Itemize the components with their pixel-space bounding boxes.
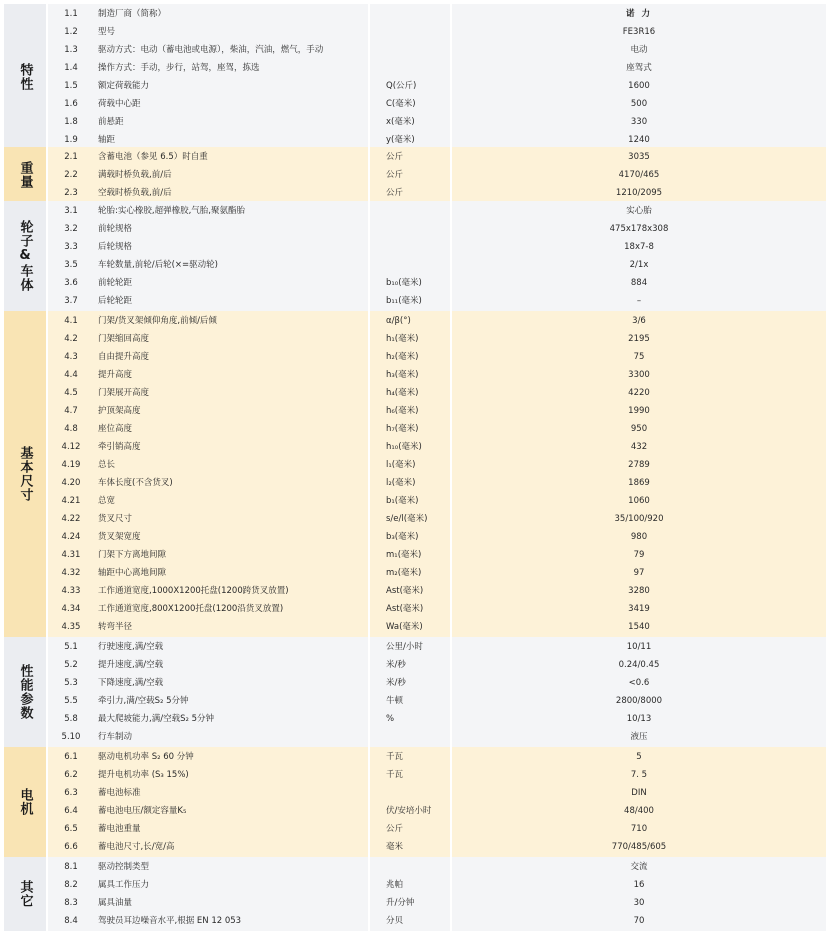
spec-row [0, 292, 830, 310]
row-unit: m₂(毫米) [386, 568, 422, 578]
row-description: 门架展开高度 [98, 388, 150, 398]
row-value: 3419 [628, 604, 650, 614]
spec-row [0, 838, 830, 856]
row-number: 4.7 [64, 406, 78, 416]
row-unit: 伏/安培小时 [386, 806, 432, 816]
row-value: 10/13 [626, 714, 652, 724]
spec-row [0, 402, 830, 420]
row-unit: m₁(毫米) [386, 550, 422, 560]
spec-row [0, 348, 830, 366]
row-unit [386, 220, 450, 238]
spec-row [0, 274, 830, 292]
spec-row [0, 582, 830, 600]
row-description: 门架下方离地间隙 [98, 550, 167, 560]
row-value: <0.6 [628, 678, 650, 688]
spec-section [0, 637, 830, 747]
row-unit: h₂(毫米) [386, 352, 419, 362]
spec-row [0, 184, 830, 202]
spec-row [0, 456, 830, 474]
spec-row [0, 492, 830, 510]
row-description: 提升高度 [98, 370, 133, 380]
row-unit: Wa(毫米) [386, 622, 423, 632]
row-number: 4.3 [64, 352, 78, 362]
spec-row [0, 528, 830, 546]
row-value: 48/400 [624, 806, 654, 816]
row-description: 护顶架高度 [98, 406, 141, 416]
row-description: 满载时桥负载,前/后 [98, 170, 172, 180]
row-number: 5.2 [64, 660, 78, 670]
row-unit: α/β(°) [386, 316, 411, 326]
row-value: 7. 5 [630, 770, 648, 780]
row-description: 型号 [98, 27, 116, 37]
row-unit [386, 59, 450, 77]
spec-row [0, 802, 830, 820]
row-unit: l₂(毫米) [386, 478, 416, 488]
row-description: 门架缩回高度 [98, 334, 150, 344]
row-value: 770/485/605 [611, 842, 667, 852]
row-description: 轴距中心离地间隙 [98, 568, 167, 578]
row-number: 1.3 [64, 45, 78, 55]
row-unit [386, 728, 450, 746]
row-number: 3.7 [64, 296, 78, 306]
spec-row [0, 330, 830, 348]
row-value: 3300 [628, 370, 650, 380]
row-description: 货叉尺寸 [98, 514, 133, 524]
row-number: 3.2 [64, 224, 78, 234]
row-description: 驱动方式：电动（蓄电池或电源），柴油，汽油，燃气，手动 [98, 45, 324, 55]
row-number: 5.1 [64, 642, 78, 652]
spec-row [0, 710, 830, 728]
spec-row [0, 876, 830, 894]
row-number: 3.3 [64, 242, 78, 252]
spec-row [0, 438, 830, 456]
row-value: 10/11 [626, 642, 652, 652]
row-unit [386, 784, 450, 802]
spec-row [0, 474, 830, 492]
row-number: 4.4 [64, 370, 78, 380]
row-unit: l₁(毫米) [386, 460, 416, 470]
row-value: 330 [630, 117, 648, 127]
row-description: 货叉架宽度 [98, 532, 141, 542]
spec-row [0, 23, 830, 41]
row-value: 液压 [630, 732, 648, 742]
row-value: 0.24/0.45 [618, 660, 660, 670]
spec-row [0, 166, 830, 184]
row-unit: h₇(毫米) [386, 424, 419, 434]
row-value: 实心胎 [626, 206, 652, 216]
row-number: 4.5 [64, 388, 78, 398]
section-title: 特性 [17, 63, 33, 91]
row-description: 车体长度(不含货叉) [98, 478, 173, 488]
spec-row [0, 656, 830, 674]
row-number: 6.3 [64, 788, 78, 798]
row-description: 前轮规格 [98, 224, 133, 234]
row-number: 5.10 [61, 732, 81, 742]
row-value: 500 [630, 99, 648, 109]
row-number: 4.24 [61, 532, 81, 542]
row-number: 1.9 [64, 135, 78, 145]
row-unit: 公斤 [386, 824, 404, 834]
spec-section [0, 747, 830, 857]
row-value: 2800/8000 [615, 696, 663, 706]
row-unit [386, 23, 450, 41]
section-title: 其它 [17, 880, 33, 908]
row-unit [386, 238, 450, 256]
row-description: 车轮数量,前轮/后轮(×=驱动轮) [98, 260, 218, 270]
row-description: 驱动控制类型 [98, 862, 150, 872]
row-description: 属具工作压力 [98, 880, 150, 890]
row-unit: 千瓦 [386, 770, 404, 780]
spec-row [0, 366, 830, 384]
row-unit: 公斤 [386, 170, 404, 180]
row-description: 牵引销高度 [98, 442, 141, 452]
row-number: 8.2 [64, 880, 78, 890]
row-value: 2789 [628, 460, 650, 470]
section-title: 基本尺寸 [17, 446, 33, 502]
row-value: 3035 [628, 152, 650, 162]
row-description: 最大爬坡能力,满/空载S₂ 5分钟 [98, 714, 214, 724]
row-number: 1.6 [64, 99, 78, 109]
row-number: 5.3 [64, 678, 78, 688]
row-description: 行驶速度,满/空载 [98, 642, 164, 652]
row-value: 75 [633, 352, 645, 362]
row-unit: b₁(毫米) [386, 496, 419, 506]
row-number: 8.4 [64, 916, 78, 926]
spec-row [0, 748, 830, 766]
spec-row [0, 312, 830, 330]
row-unit [386, 5, 450, 23]
row-unit: 升/分钟 [386, 898, 415, 908]
row-unit: h₁(毫米) [386, 334, 419, 344]
row-unit: b₁₀(毫米) [386, 278, 422, 288]
row-description: 额定荷载能力 [98, 81, 150, 91]
row-value: FE3R16 [622, 27, 656, 37]
row-number: 1.2 [64, 27, 78, 37]
row-unit: 米/秒 [386, 660, 406, 670]
spec-section [0, 201, 830, 311]
row-value: 1869 [628, 478, 650, 488]
row-description: 轮胎:实心橡胶,超弹橡胶,气胎,聚氨酯胎 [98, 206, 245, 216]
row-number: 6.1 [64, 752, 78, 762]
row-value: 4220 [628, 388, 650, 398]
spec-row [0, 113, 830, 131]
spec-row [0, 784, 830, 802]
row-unit: 公里/小时 [386, 642, 423, 652]
row-number: 4.31 [61, 550, 81, 560]
row-description: 驱动电机功率 S₂ 60 分钟 [98, 752, 194, 762]
row-number: 1.4 [64, 63, 78, 73]
spec-row [0, 77, 830, 95]
row-unit: h₃(毫米) [386, 370, 419, 380]
row-description: 工作通道宽度,1000X1200托盘(1200跨货叉放置) [98, 586, 289, 596]
spec-row [0, 238, 830, 256]
spec-row [0, 95, 830, 113]
row-unit: 兆帕 [386, 880, 404, 890]
row-value: 475x178x308 [609, 224, 669, 234]
spec-row [0, 420, 830, 438]
spec-section [0, 147, 830, 203]
row-unit: Q(公斤) [386, 81, 417, 91]
spec-section [0, 4, 830, 150]
row-unit: 牛顿 [386, 696, 404, 706]
row-description: 含蓄电池（参见 6.5）时自重 [98, 152, 208, 162]
spec-row [0, 692, 830, 710]
spec-row [0, 766, 830, 784]
spec-section [0, 311, 830, 637]
spec-row [0, 202, 830, 220]
row-unit: 米/秒 [386, 678, 406, 688]
spec-row [0, 858, 830, 876]
spec-row [0, 912, 830, 930]
row-unit: 分贝 [386, 916, 404, 926]
row-value: – [636, 296, 642, 306]
row-description: 总宽 [98, 496, 116, 506]
spec-section [0, 857, 830, 931]
row-unit [386, 256, 450, 274]
row-number: 4.20 [61, 478, 81, 488]
row-number: 8.3 [64, 898, 78, 908]
row-number: 6.5 [64, 824, 78, 834]
row-value: 1540 [628, 622, 650, 632]
spec-row [0, 600, 830, 618]
row-number: 2.2 [64, 170, 78, 180]
row-value: DIN [631, 788, 647, 798]
row-description: 提升电机功率 (S₃ 15%) [98, 770, 189, 780]
row-value: 30 [633, 898, 645, 908]
row-value: 4170/465 [618, 170, 660, 180]
row-description: 座位高度 [98, 424, 133, 434]
row-description: 空载时桥负载,前/后 [98, 188, 172, 198]
row-unit: h₁₀(毫米) [386, 442, 422, 452]
row-value: 70 [633, 916, 645, 926]
row-value: 950 [630, 424, 648, 434]
row-number: 2.1 [64, 152, 78, 162]
spec-row [0, 728, 830, 746]
row-value: 97 [633, 568, 645, 578]
row-unit [386, 41, 450, 59]
row-unit [386, 202, 450, 220]
row-number: 1.5 [64, 81, 78, 91]
row-value: 16 [633, 880, 645, 890]
row-number: 3.6 [64, 278, 78, 288]
row-number: 6.2 [64, 770, 78, 780]
spec-row [0, 674, 830, 692]
row-number: 6.4 [64, 806, 78, 816]
row-number: 4.34 [61, 604, 81, 614]
row-unit: s/e/l(毫米) [386, 514, 428, 524]
row-number: 4.1 [64, 316, 78, 326]
row-description: 牵引力,满/空载S₂ 5分钟 [98, 696, 189, 706]
row-unit: Ast(毫米) [386, 586, 424, 596]
row-number: 3.1 [64, 206, 78, 216]
spec-row [0, 256, 830, 274]
spec-row [0, 894, 830, 912]
row-number: 4.32 [61, 568, 81, 578]
row-unit: h₆(毫米) [386, 406, 419, 416]
row-unit: C(毫米) [386, 99, 416, 109]
section-title: 电机 [17, 788, 33, 816]
row-description: 门架/货叉架倾仰角度,前倾/后倾 [98, 316, 217, 326]
spec-row [0, 618, 830, 636]
row-number: 6.6 [64, 842, 78, 852]
row-description: 行车制动 [98, 732, 133, 742]
row-value: 电动 [630, 45, 648, 55]
row-value: 1600 [628, 81, 650, 91]
row-description: 操作方式：手动，步行，站驾，座驾，拣选 [98, 63, 260, 73]
section-title: 轮子&车体 [17, 220, 33, 292]
row-description: 前悬距 [98, 117, 124, 127]
row-unit: 毫米 [386, 842, 404, 852]
spec-row [0, 638, 830, 656]
row-description: 蓄电池尺寸,长/宽/高 [98, 842, 175, 852]
spec-row [0, 546, 830, 564]
row-number: 4.8 [64, 424, 78, 434]
spec-row [0, 510, 830, 528]
section-title: 重量 [17, 161, 33, 189]
row-value: 2195 [628, 334, 650, 344]
row-description: 荷载中心距 [98, 99, 141, 109]
spec-row [0, 148, 830, 166]
row-unit: x(毫米) [386, 117, 415, 127]
row-description: 自由提升高度 [98, 352, 150, 362]
row-number: 4.35 [61, 622, 81, 632]
row-value: 座驾式 [626, 63, 652, 73]
row-unit: b₃(毫米) [386, 532, 419, 542]
row-value: 1210/2095 [615, 188, 663, 198]
row-unit [386, 858, 450, 876]
row-description: 后轮轮距 [98, 296, 133, 306]
row-number: 5.8 [64, 714, 78, 724]
row-number: 1.1 [64, 9, 78, 19]
row-value: 980 [630, 532, 648, 542]
row-value: 交流 [630, 862, 648, 872]
row-description: 前轮轮距 [98, 278, 133, 288]
spec-row [0, 564, 830, 582]
row-unit: Ast(毫米) [386, 604, 424, 614]
row-description: 轴距 [98, 135, 116, 145]
row-number: 1.8 [64, 117, 78, 127]
row-unit: 千瓦 [386, 752, 404, 762]
row-description: 下降速度,满/空载 [98, 678, 164, 688]
row-number: 4.33 [61, 586, 81, 596]
row-description: 蓄电池标准 [98, 788, 141, 798]
row-description: 蓄电池电压/额定容量K₅ [98, 806, 187, 816]
row-number: 4.22 [61, 514, 81, 524]
row-number: 3.5 [64, 260, 78, 270]
row-value: 2/1x [629, 260, 649, 270]
row-description: 属具油量 [98, 898, 133, 908]
row-unit: 公斤 [386, 188, 404, 198]
row-value: 3/6 [632, 316, 646, 326]
spec-row [0, 820, 830, 838]
spec-row [0, 5, 830, 23]
row-unit: b₁₁(毫米) [386, 296, 422, 306]
row-description: 工作通道宽度,800X1200托盘(1200沿货叉放置) [98, 604, 284, 614]
spec-row [0, 220, 830, 238]
row-value: 1990 [628, 406, 650, 416]
row-value: 35/100/920 [614, 514, 664, 524]
row-unit: 公斤 [386, 152, 404, 162]
row-value: 诺 力 [626, 9, 652, 19]
row-value: 1240 [628, 135, 650, 145]
spec-row [0, 59, 830, 77]
spec-row [0, 384, 830, 402]
row-unit: y(毫米) [386, 135, 415, 145]
row-value: 1060 [628, 496, 650, 506]
row-number: 4.12 [61, 442, 81, 452]
row-unit: h₄(毫米) [386, 388, 419, 398]
row-value: 79 [633, 550, 645, 560]
row-description: 制造厂商（简称） [98, 9, 167, 19]
row-description: 蓄电池重量 [98, 824, 141, 834]
row-number: 4.2 [64, 334, 78, 344]
row-value: 3280 [628, 586, 650, 596]
row-description: 总长 [98, 460, 116, 470]
row-value: 432 [630, 442, 648, 452]
row-description: 转弯半径 [98, 622, 133, 632]
row-value: 884 [630, 278, 648, 288]
row-number: 8.1 [64, 862, 78, 872]
row-value: 710 [630, 824, 648, 834]
row-value: 5 [636, 752, 642, 762]
section-title: 性能参数 [17, 664, 33, 720]
row-description: 提升速度,满/空载 [98, 660, 164, 670]
row-number: 2.3 [64, 188, 78, 198]
row-number: 4.21 [61, 496, 81, 506]
row-value: 18x7-8 [624, 242, 654, 252]
row-number: 5.5 [64, 696, 78, 706]
row-number: 4.19 [61, 460, 81, 470]
row-description: 后轮规格 [98, 242, 133, 252]
row-description: 驾驶员耳边噪音水平,根据 EN 12 053 [98, 916, 242, 926]
row-unit: % [386, 714, 395, 724]
spec-row [0, 41, 830, 59]
